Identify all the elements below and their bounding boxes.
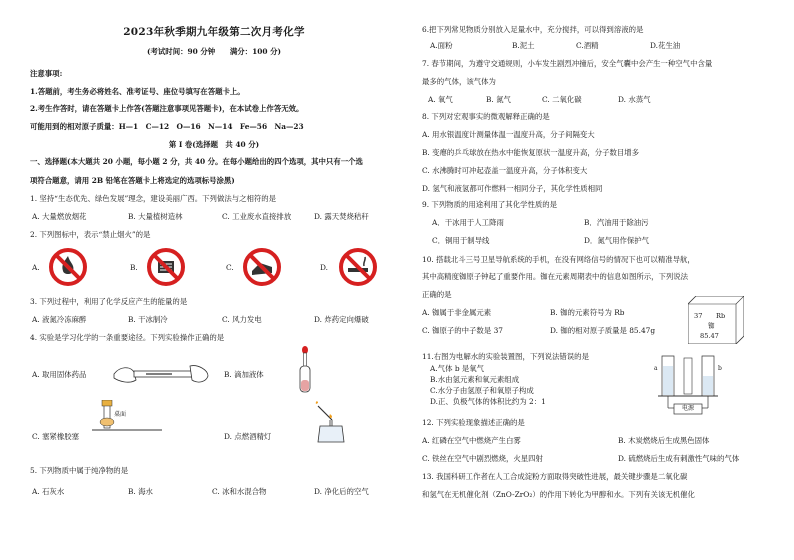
electrolysis-label-a: a (654, 365, 658, 372)
question-10-line-3: 正确的是 (422, 290, 452, 299)
q4-table-label: 桌面 (114, 411, 127, 418)
question-13-line-2: 和氢气在无机催化剂（ZnO-ZrO₂）的作用下转化为甲醇和水。下列有关该无机催化 (422, 490, 695, 499)
q4-option-b: B. 滴加液体 (224, 370, 264, 379)
right-column (422, 0, 778, 560)
q5-option-a: A. 石灰水 (32, 487, 65, 496)
q9-option-d: D．氮气用作保护气 (584, 236, 650, 245)
q2-option-a: A. (32, 263, 40, 272)
q8-option-a: A. 用水银温度计测量体温一温度升高，分子间隔变大 (422, 130, 595, 139)
no-fireworks-sign-icon (146, 247, 186, 287)
question-11: 11.右图为电解水的实验装置图，下列说法错误的是 (422, 352, 589, 361)
question-7-line-2: 最多的气体，该气体为 (422, 77, 496, 86)
question-9: 9. 下列物质的用途利用了其化学性质的是 (422, 200, 558, 209)
q3-option-a: A. 液氮冷冻麻醉 (32, 315, 87, 324)
q10-option-d: D. 铷的相对原子质量是 85.47g (550, 326, 656, 335)
q7-option-b: B. 氮气 (486, 95, 511, 104)
q10-option-a: A. 铷属于非金属元素 (422, 308, 492, 317)
q9-option-a: A．干冰用于人工降雨 (432, 218, 504, 227)
q2-option-b: B. (130, 263, 138, 272)
no-smoking-sign-icon (338, 247, 378, 287)
element-mass: 85.47 (700, 332, 719, 340)
no-fire-sign-icon (48, 247, 88, 287)
question-12: 12. 下列实验现象描述正确的是 (422, 418, 525, 427)
element-symbol: Rb (716, 312, 726, 320)
note-2: 2.考生作答时，请在答题卡上作答(答题注意事项见答题卡)，在本试卷上作答无效。 (30, 104, 304, 113)
electrolysis-power-label: 电源 (682, 405, 695, 412)
q5-option-d: D. 净化后的空气 (314, 487, 369, 496)
q12-option-b: B. 木炭燃烧后生成黑色固体 (618, 436, 710, 445)
q6-option-c: C.酒精 (576, 41, 599, 50)
q9-option-c: C．铜用于制导线 (432, 236, 490, 245)
q8-option-d: D. 氢气和液氢都可作燃料一相同分子，其化学性质相同 (422, 184, 603, 193)
question-5: 5. 下列物质中属于纯净物的是 (30, 466, 129, 475)
question-10-line-2: 其中高精度铷原子钟起了重要作用。铷在元素周期表中的信息如图所示，下列说法 (422, 272, 689, 281)
q11-option-d: D.正、负极气体的体积比约为 2：1 (430, 397, 546, 406)
question-3: 3. 下列过程中，利用了化学反应产生的能量的是 (30, 297, 188, 306)
exam-title: 2023年秋季期九年级第二次月考化学 (123, 26, 305, 38)
element-name: 铷 (708, 322, 715, 330)
q5-option-b: B. 海水 (128, 487, 153, 496)
q9-option-b: B．汽油用于除油污 (584, 218, 649, 227)
q12-option-a: A. 红磷在空气中燃烧产生白雾 (422, 436, 521, 445)
q11-option-b: B.水由氢元素和氧元素组成 (430, 375, 520, 384)
q12-option-d: D. 硫燃烧后生成有刺激性气味的气体 (618, 454, 740, 463)
q3-option-b: B. 干冰制冷 (128, 315, 168, 324)
question-6: 6.把下列常见物质分别放入足量水中，充分搅拌，可以得到溶液的是 (422, 25, 644, 34)
question-7-line-1: 7. 春节期间，为遵守交通规则，小车发生剧烈冲撞后，安全气囊中会产生一种空气中含量 (422, 59, 713, 68)
q5-option-c: C. 冰和水混合物 (212, 487, 267, 496)
q1-option-d: D. 露天焚烧秸秆 (314, 212, 369, 221)
q3-option-c: C. 风力发电 (222, 315, 262, 324)
q6-option-d: D.花生油 (650, 41, 681, 50)
question-10-line-1: 10. 搭载北斗三号卫星导航系统的手机，在没有网络信号的情况下也可以精准导航， (422, 255, 695, 264)
section1-instructions-1: 一、选择题(本大题共 20 小题，每小题 2 分，共 40 分。在每小题给出的四个选项，其中只有一个选 (30, 157, 363, 166)
element-number: 37 (694, 312, 703, 320)
q1-option-c: C. 工业废水直接排放 (222, 212, 292, 221)
atomic-mass-note: 可能用到的相对原子质量：H—1 C—12 O—16 N—14 Fe—56 Na—23 (30, 122, 304, 131)
q8-option-b: B. 变瘪的乒乓球放在热水中能恢复原状一温度升高，分子数目增多 (422, 148, 640, 157)
electrolysis-label-b: b (718, 365, 722, 372)
section1-heading: 第 I 卷(选择题 共 40 分) (168, 140, 260, 149)
q7-option-a: A. 氧气 (428, 95, 453, 104)
q1-option-b: B. 大量植树造林 (128, 212, 183, 221)
q11-option-c: C.水分子由氢原子和氧原子构成 (430, 386, 534, 395)
exam-info: (考试时间：90 分钟 满分：100 分) (147, 47, 281, 56)
q7-option-c: C. 二氧化碳 (542, 95, 582, 104)
question-4: 4. 实验是学习化学的一条重要途径。下列实验操作正确的是 (30, 333, 225, 342)
q2-option-c: C. (226, 263, 234, 272)
q6-option-b: B.泥土 (512, 41, 535, 50)
q10-option-b: B. 铷的元素符号为 Rb (550, 308, 625, 317)
q4-option-c: C. 塞紧橡胶塞 (32, 432, 80, 441)
no-flammable-sign-icon (242, 247, 282, 287)
q8-option-c: C. 水沸腾时可冲起壶盖一温度升高，分子体积变大 (422, 166, 588, 175)
left-column (30, 0, 398, 560)
q7-option-d: D. 水蒸气 (618, 95, 651, 104)
q10-option-c: C. 铷原子的中子数是 37 (422, 326, 503, 335)
note-1: 1.答题前，考生务必将姓名、准考证号、座位号填写在答题卡上。 (30, 87, 245, 96)
rubber-stopper-illustration (92, 400, 162, 444)
question-8: 8. 下列对宏观事实的微观解释正确的是 (422, 112, 550, 121)
dropper-illustration (292, 346, 318, 394)
question-13-line-1: 13. 我国科研工作者在人工合成淀粉方面取得突破性进展，最关键步骤是二氧化碳 (422, 472, 688, 481)
q12-option-c: C. 铁丝在空气中剧烈燃烧，火星四射 (422, 454, 543, 463)
notes-heading: 注意事项: (30, 69, 63, 78)
q3-option-d: D. 炸药定向爆破 (314, 315, 369, 324)
alcohol-lamp-illustration (312, 400, 348, 444)
q2-option-d: D. (320, 263, 329, 272)
q6-option-a: A.面粉 (430, 41, 453, 50)
section1-instructions-2: 项符合题意，请用 2B 铅笔在答题卡上将选定的选项标号涂黑) (30, 176, 235, 185)
question-2: 2. 下列图标中，表示“禁止烟火”的是 (30, 230, 151, 239)
q1-option-a: A. 大量燃放烟花 (32, 212, 87, 221)
q4-option-d: D. 点燃酒精灯 (224, 432, 272, 441)
q4-option-a: A. 取用固体药品 (32, 370, 87, 379)
q11-option-a: A.气体 b 是氧气 (430, 364, 485, 373)
solid-sampling-illustration (112, 352, 212, 392)
question-1: 1. 坚持“生态优先、绿色发展”理念，建设美丽广西。下列做法与之相符的是 (30, 194, 277, 203)
